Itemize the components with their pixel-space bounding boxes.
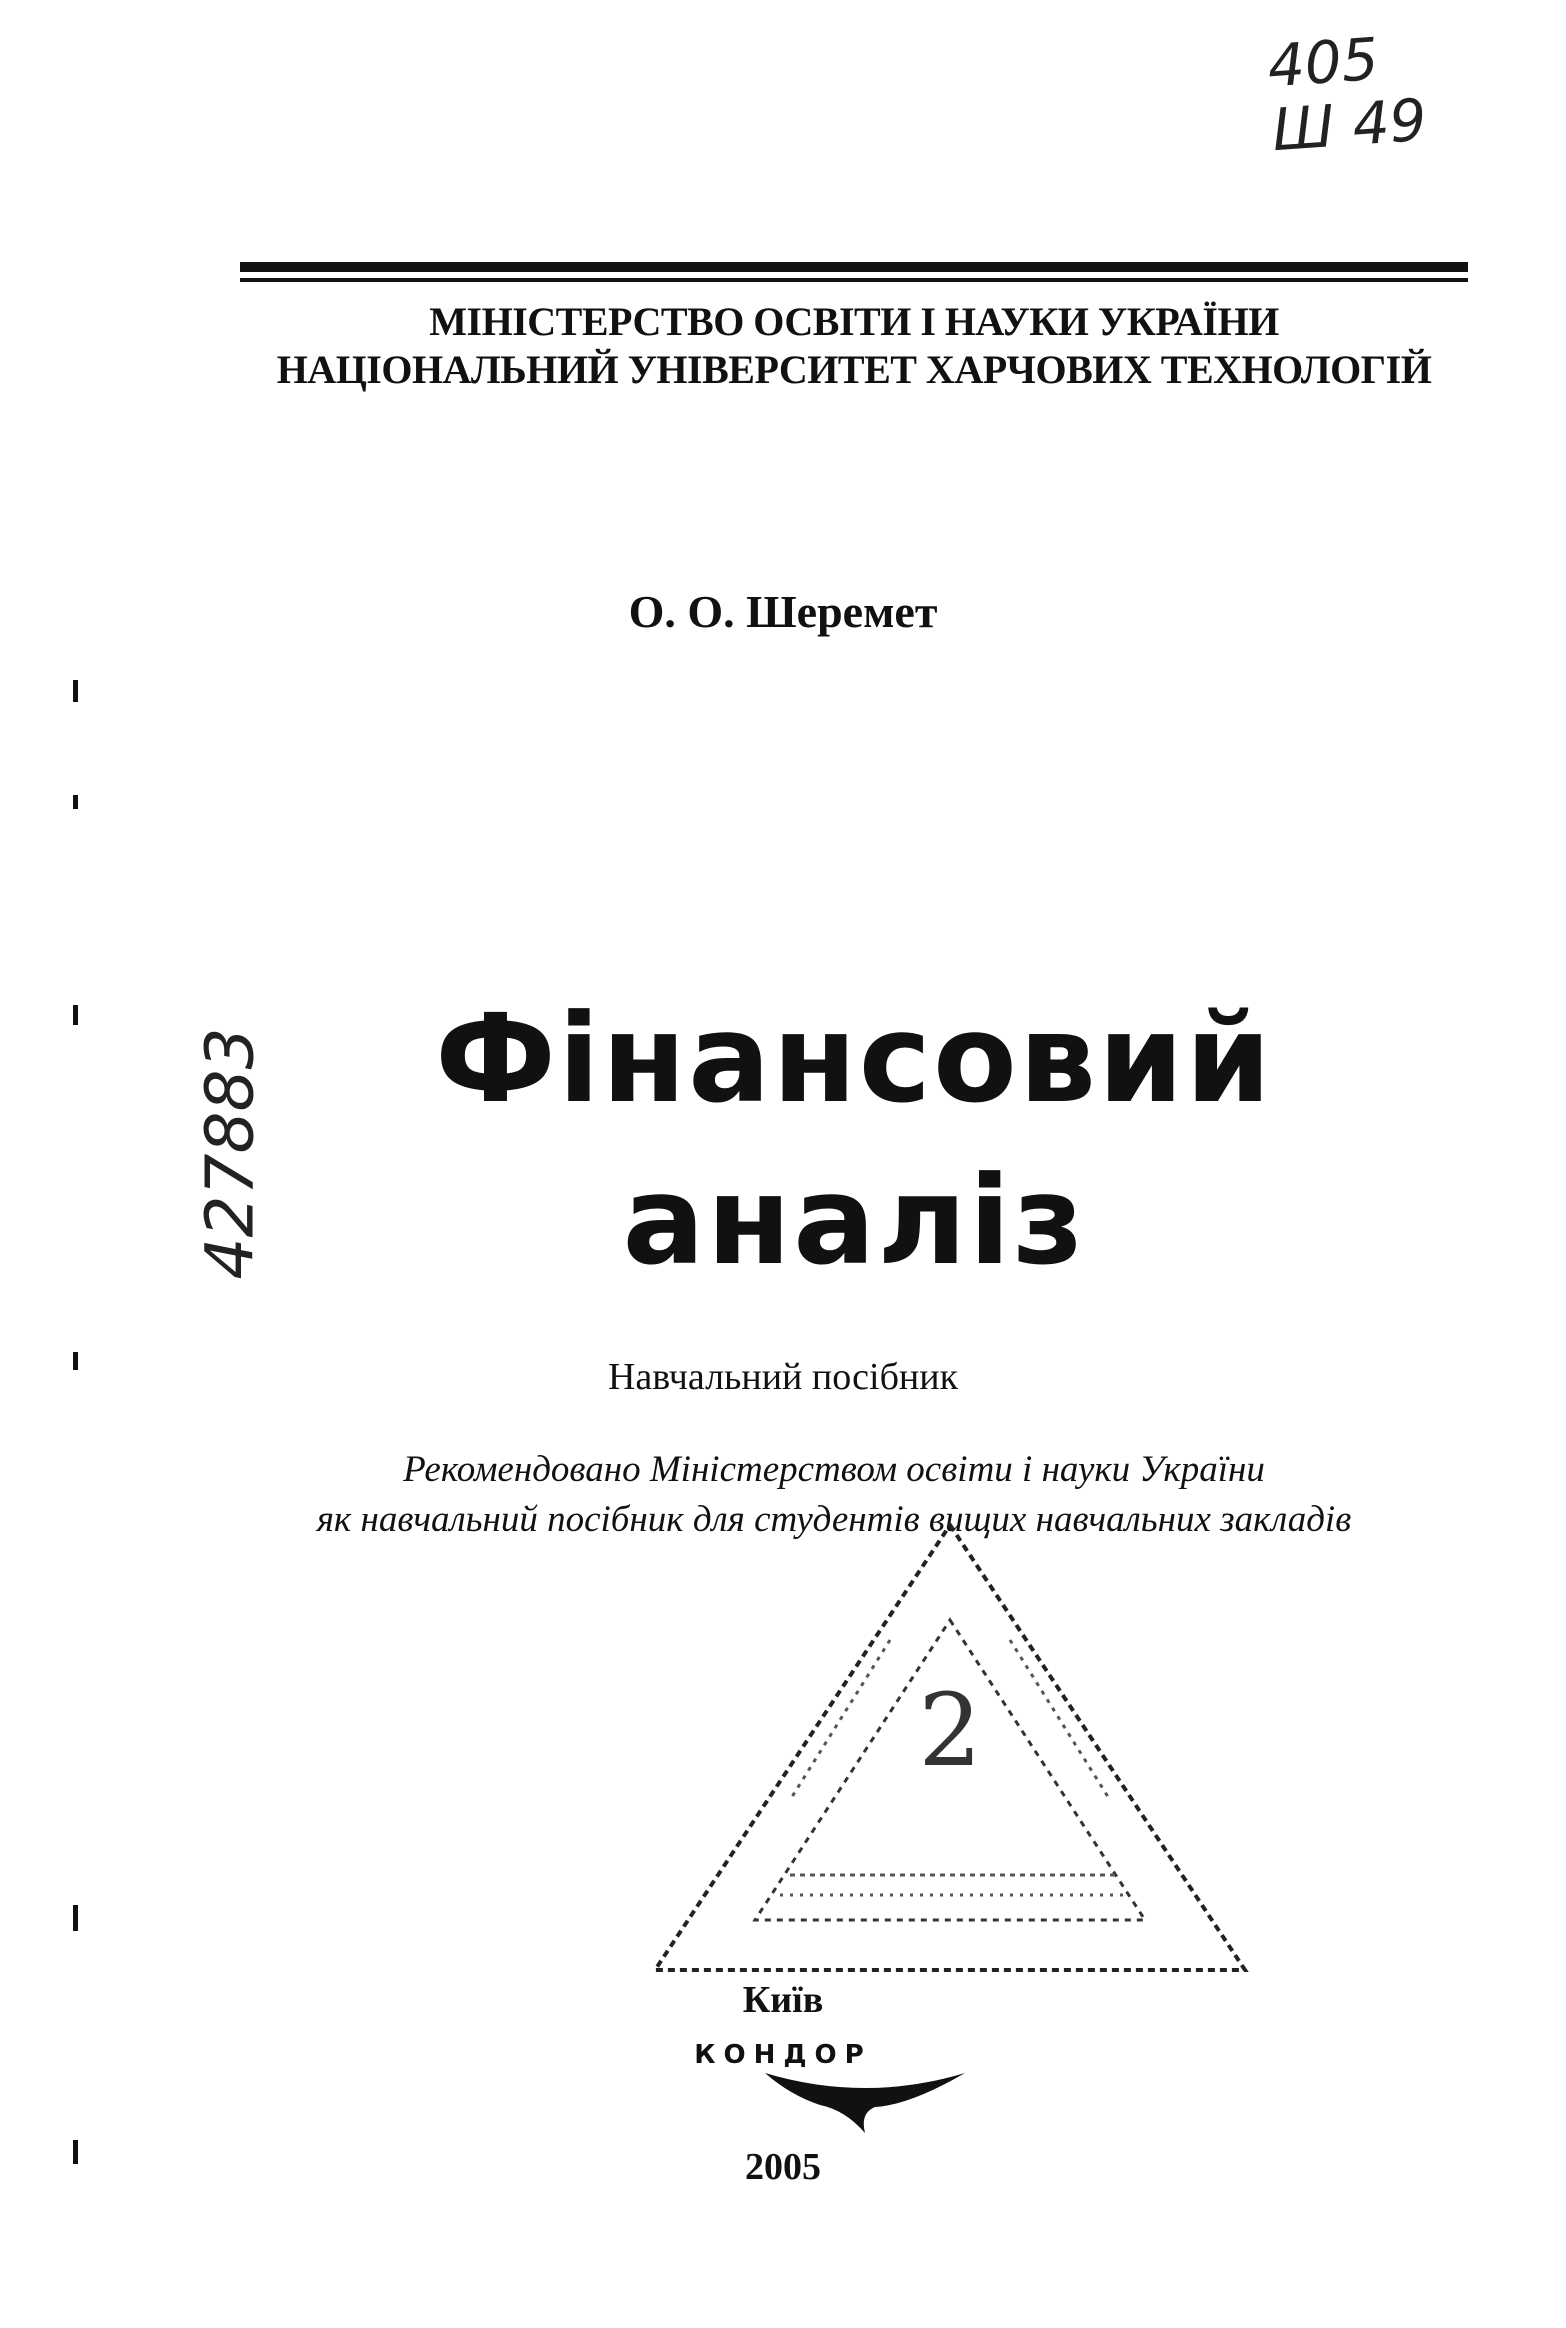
- book-subtitle: Навчальний посібник: [607, 1356, 959, 1398]
- recommendation-line2: як навчальний посібник для студентів вищих навчальних закладів: [316, 1499, 1352, 1540]
- margin-mark: [73, 1905, 78, 1931]
- imprint-city: Київ: [742, 1979, 824, 2021]
- author-name: О. О. Шеремет: [628, 586, 938, 637]
- inventory-number: 427883: [191, 1027, 269, 1280]
- publisher-name: КОНДОР: [694, 2040, 872, 2070]
- publisher-logo: [760, 2065, 970, 2135]
- library-code-line2: Ш 49: [1269, 85, 1429, 165]
- library-code: [1266, 25, 1429, 163]
- header-rule-thick: [240, 262, 1468, 272]
- margin-mark: [73, 680, 78, 702]
- ministry-line: МІНІСТЕРСТВО ОСВІТИ І НАУКИ УКРАЇНИ: [429, 299, 1279, 344]
- margin-mark: [73, 795, 78, 809]
- book-title-line1: Фінансовий: [434, 988, 1274, 1130]
- book-title-line2: аналіз: [622, 1150, 1086, 1292]
- margin-mark: [73, 1005, 78, 1025]
- university-line: НАЦІОНАЛЬНИЙ УНІВЕРСИТЕТ ХАРЧОВИХ ТЕХНОЛОГІЙ: [276, 347, 1432, 392]
- recommendation-line1: Рекомендовано Міністерством освіти і науки України: [403, 1449, 1265, 1490]
- imprint-year: 2005: [745, 2146, 821, 2188]
- header-rule-thin: [240, 278, 1468, 282]
- library-stamp: [650, 1520, 1250, 1980]
- library-code-line1: 405: [1265, 24, 1381, 101]
- stamp-number: 2: [918, 1672, 982, 1789]
